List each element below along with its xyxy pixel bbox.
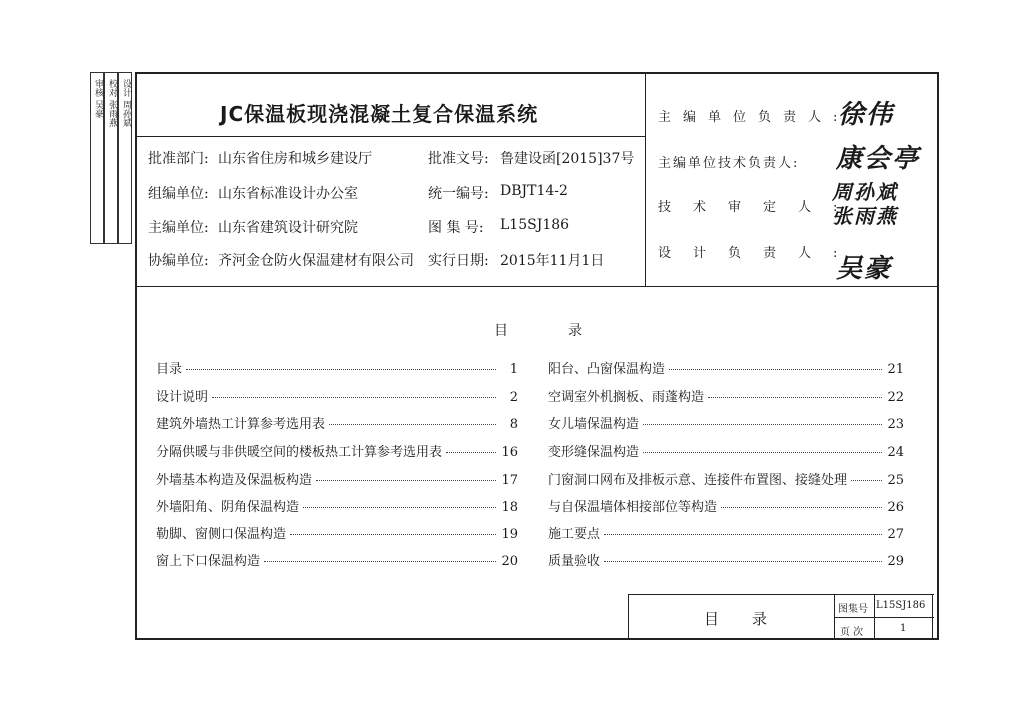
info-label: 图 集 号: [428,220,484,236]
toc-entry-label: 质量验收 [548,554,601,569]
title-block-top-border [628,594,934,595]
side-strip-col [104,72,118,244]
toc-entry[interactable] [548,496,904,515]
toc-leader [264,561,496,562]
toc-leader [604,534,882,535]
header-vertical-divider [645,72,646,286]
info-value: 齐河金仓防火保温建材有限公司 [218,253,414,269]
title-block-name-left: 目 [704,610,720,628]
handwritten-signature: 周孙斌 张雨燕 [832,180,898,228]
toc-heading-left: 目 [494,323,508,339]
toc-entry[interactable] [156,386,518,405]
page-label: 页 次 [840,627,864,638]
handwritten-signature: 吴豪 [836,254,893,284]
toc-entry-page: 8 [509,417,518,432]
toc-entry-page: 27 [887,527,904,542]
toc-entry-page: 29 [887,554,904,569]
toc-entry-label: 空调室外机搁板、雨蓬构造 [548,390,705,405]
info-label: 组编单位: [148,186,209,202]
toc-entry-page: 20 [501,554,518,569]
toc-entry-page: 16 [501,445,518,460]
info-value: 鲁建设函[2015]37号 [500,151,635,167]
toc-entry-page: 18 [501,500,518,515]
header-divider [135,286,939,287]
toc-entry-label: 变形缝保温构造 [548,445,640,460]
toc-entry-page: 2 [509,390,518,405]
side-signature-strip [90,72,134,244]
info-value: L15SJ186 [500,217,570,233]
toc-entry-page: 26 [887,500,904,515]
handwritten-signature: 康会亭 [836,144,921,174]
page-title: JC保温板现浇混凝土复合保温系统 [220,102,539,126]
toc-leader [708,397,882,398]
toc-leader [186,369,496,370]
info-value: 山东省住房和城乡建设厅 [218,151,372,167]
atlas-number-value: L15SJ186 [876,600,926,611]
info-label: 批准部门: [148,151,209,167]
info-value: 山东省标准设计办公室 [218,186,358,202]
toc-leader [604,561,882,562]
responsible-role: 主编单位负责人: [658,110,850,125]
info-label: 统一编号: [428,186,489,202]
toc-entry-label: 女儿墙保温构造 [548,417,640,432]
toc-entry-label: 与自保温墙体相接部位等构造 [548,500,718,515]
toc-entry-label: 外墙阳角、阴角保温构造 [156,500,300,515]
toc-entry-page: 19 [501,527,518,542]
responsible-role: 设计负责人: [658,246,860,261]
side-strip-text: 设计 周孙斌 [121,79,131,127]
toc-entry-label: 目录 [156,362,183,377]
toc-entry[interactable] [548,523,904,542]
toc-heading-right: 录 [568,323,582,339]
toc-leader [316,480,496,481]
toc-entry[interactable] [156,413,518,432]
toc-entry[interactable] [548,550,904,569]
toc-entry[interactable] [156,358,518,377]
info-label: 主编单位: [148,220,209,236]
toc-entry-page: 25 [887,473,904,488]
toc-leader [446,452,496,453]
title-block-row-divider [834,617,934,618]
toc-entry-label: 阳台、凸窗保温构造 [548,362,666,377]
info-value: DBJT14-2 [500,183,568,199]
toc-entry-label: 施工要点 [548,527,601,542]
info-label: 批准文号: [428,151,489,167]
toc-leader [212,397,496,398]
toc-entry-label: 窗上下口保温构造 [156,554,261,569]
toc-leader [643,424,882,425]
toc-entry-label: 外墙基本构造及保温板构造 [156,473,313,488]
toc-leader [290,534,496,535]
toc-entry-label: 分隔供暖与非供暖空间的楼板热工计算参考选用表 [156,445,443,460]
toc-leader [303,507,496,508]
responsible-role: 技术审定人: [658,200,860,215]
toc-entry[interactable] [548,386,904,405]
toc-leader [669,369,882,370]
toc-leader [721,507,882,508]
toc-leader [643,452,882,453]
toc-entry[interactable] [548,469,904,488]
toc-leader [329,424,496,425]
toc-entry-page: 17 [501,473,518,488]
toc-entry-page: 22 [887,390,904,405]
toc-entry[interactable] [548,358,904,377]
toc-entry[interactable] [156,496,518,515]
responsible-role: 主编单位技术负责人: [658,156,800,171]
side-strip-text: 审核 吴豪 [93,79,103,118]
toc-entry-page: 21 [887,362,904,377]
page-value: 1 [900,623,907,634]
side-strip-col [118,72,132,244]
side-strip-col [90,72,104,244]
toc-entry-label: 建筑外墙热工计算参考选用表 [156,417,326,432]
toc-entry-page: 24 [887,445,904,460]
atlas-number-label: 图集号 [838,604,868,615]
toc-entry[interactable] [156,441,518,460]
info-label: 实行日期: [428,253,489,269]
info-value: 山东省建筑设计研究院 [218,220,358,236]
toc-entry[interactable] [548,441,904,460]
toc-entry-page: 23 [887,417,904,432]
side-strip-text: 校对 张雨燕 [107,79,117,127]
handwritten-signature: 徐伟 [838,100,895,130]
toc-entry-label: 勒脚、窗侧口保温构造 [156,527,287,542]
toc-entry[interactable] [156,550,518,569]
title-block-name-right: 录 [752,610,768,628]
toc-entry-page: 1 [509,362,518,377]
toc-entry[interactable] [156,469,518,488]
toc-leader [851,480,882,481]
toc-entry[interactable] [548,413,904,432]
info-label: 协编单位: [148,253,209,269]
toc-entry[interactable] [156,523,518,542]
info-value: 2015年11月1日 [500,253,605,269]
toc-entry-label: 门窗洞口网布及排板示意、连接件布置图、接缝处理 [548,473,848,488]
title-block-left-border [628,594,629,640]
toc-entry-label: 设计说明 [156,390,209,405]
title-divider [135,136,645,137]
